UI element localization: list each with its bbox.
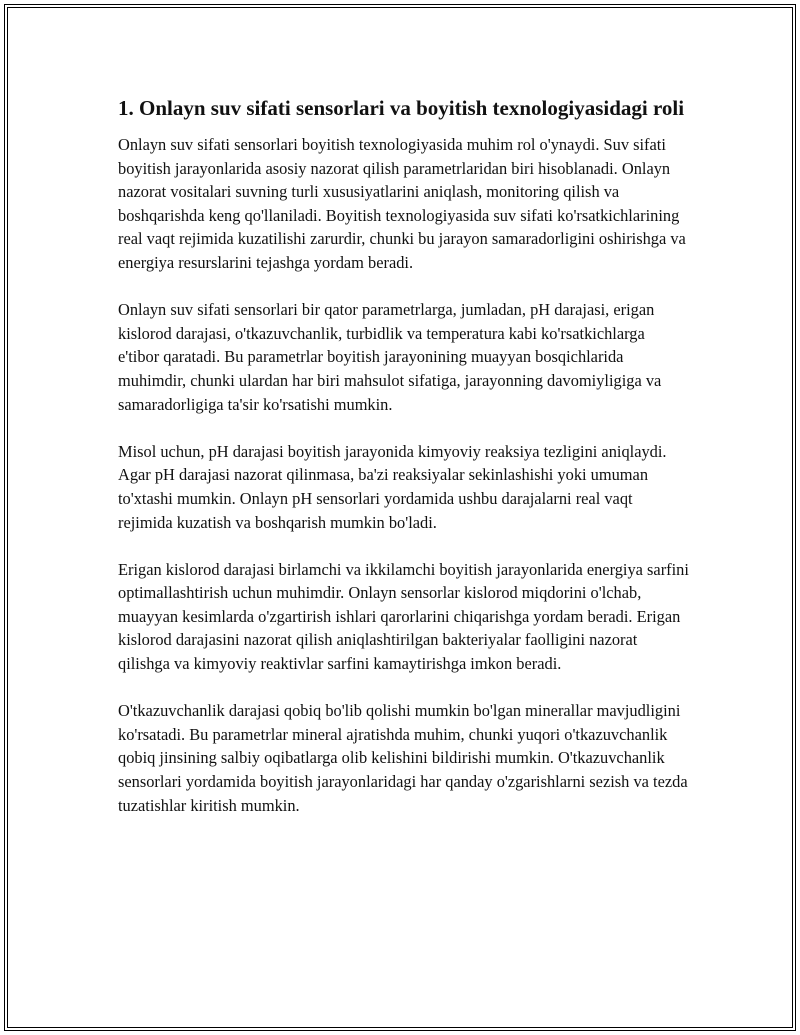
paragraph-5: O'tkazuvchanlik darajasi qobiq bo'lib qolishi mumkin bo'lgan minerallar mavjudligini ko'rsatadi. Bu parametrlar mineral ajratishda muhim, chunki yuqori o'tkazuvchanlik qobiq jinsining salbiy oqibatlarga olib kelishini bildirishi mumkin. O'tkazuvchanlik sensorlari yordamida boyitish jarayonlaridagi har qanday o'zgarishlarni sezish va tezda tuzatishlar kiritish mumkin.	[118, 701, 688, 815]
section-heading: 1. Onlayn suv sifati sensorlari va boyitish texnologiyasidagi roli	[118, 96, 685, 120]
paragraph-2: Onlayn suv sifati sensorlari bir qator parametrlarga, jumladan, pH darajasi, erigan kislorod darajasi, o'tkazuvchanlik, turbidlik va temperatura kabi ko'rsatkichlarga e'tibor qaratadi. Bu parametrlar boyitish jarayonining muayyan bosqichlarida muhimdir, chunki ulardan har biri mahsulot sifatiga, jarayonning davomiyligiga va samaradorligiga ta'sir ko'rsatishi mumkin.	[118, 300, 662, 414]
paragraph-4: Erigan kislorod darajasi birlamchi va ikkilamchi boyitish jarayonlarida energiya sarfini optimallashtirish uchun muhimdir. Onlayn sensorlar kislorod miqdorini o'lchab, muayyan kesimlarda o'zgartirish ishlari qarorlarini chiqarishga yordam beradi. Erigan kislorod darajasini nazorat qilish aniqlashtirilgan bakteriyalar faolligini nazorat qilishga va kimyoviy reaktivlar sarfini kamaytirishga imkon beradi.	[118, 559, 689, 674]
paragraph-3: Misol uchun, pH darajasi boyitish jarayonida kimyoviy reaksiya tezligini aniqlaydi. Agar pH darajasi nazorat qilinmasa, ba'zi reaksiyalar sekinlashishi yoki umuman to'xtashi mumkin. Onlayn pH sensorlari yordamida ushbu darajalarni real vaqt rejimida kuzatish va boshqarish mumkin bo'ladi.	[118, 441, 667, 532]
paragraph-1: Onlayn suv sifati sensorlari boyitish texnologiyasida muhim rol o'ynaydi. Suv sifati boyitish jarayonlarida asosiy nazorat qilish parametrlaridan biri hisoblanadi. Onlayn nazorat vositalari suvning turli xususiyatlarini aniqlash, monitoring qilish va boshqarishda keng qo'llaniladi. Boyitish texnologiyasida suv sifati ko'rsatkichlarining real vaqt rejimida kuzatilishi zarurdir, chunki bu jarayon samaradorligini oshirishga va energiya resurslarini tejashga yordam beradi.	[118, 135, 686, 272]
document-body	[118, 94, 690, 841]
